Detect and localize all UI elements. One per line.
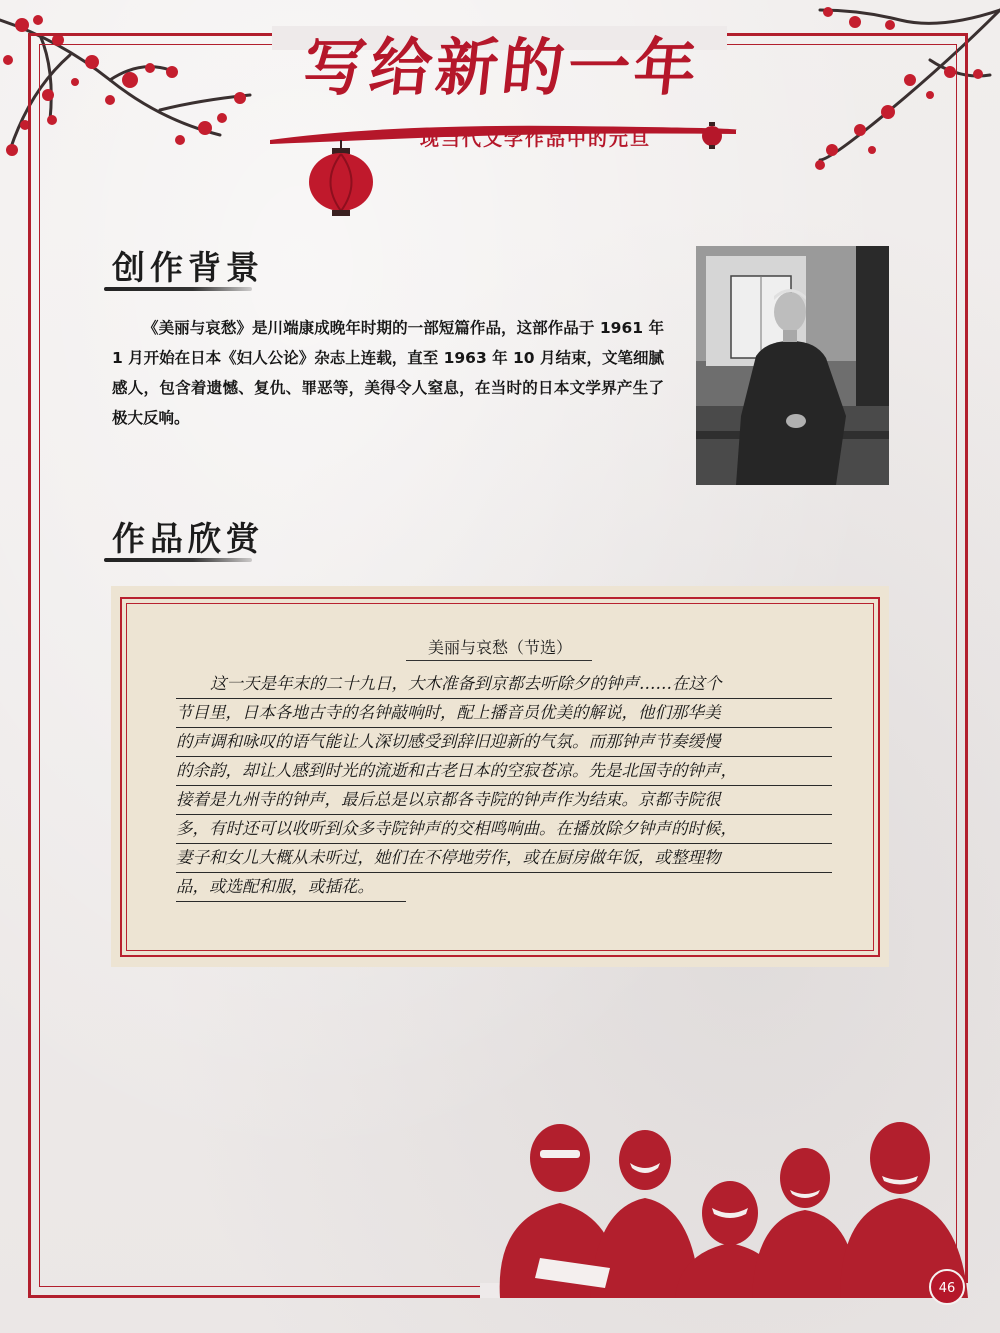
background-heading-underline <box>104 287 252 291</box>
excerpt-title-rule <box>406 660 592 661</box>
excerpt-body <box>176 670 832 902</box>
excerpt-line: 节目里，日本各地古寺的名钟敲响时，配上播音员优美的解说，他们那华美 <box>176 699 832 728</box>
excerpt-line: 品，或选配和服，或插花。 <box>176 873 406 902</box>
page-title: 写给新的一年 <box>300 31 704 104</box>
red-lantern-icon <box>300 140 382 220</box>
page-number: 46 <box>929 1269 965 1305</box>
excerpt-line: 接着是九州寺的钟声，最后总是以京都各寺院的钟声作为结束。京都寺院很 <box>176 786 832 815</box>
small-lantern-icon <box>700 122 724 150</box>
excerpt-line: 妻子和女儿大概从未听过，她们在不停地劳作，或在厨房做年饭，或整理物 <box>176 844 832 873</box>
excerpt-line: 这一天是年末的二十九日，大木准备到京都去听除夕的钟声……在这个 <box>176 670 832 699</box>
excerpt-line: 的余韵，却让人感到时光的流逝和古老日本的空寂苍凉。先是北国寺的钟声， <box>176 757 832 786</box>
writers-portrait-illustration <box>480 1118 968 1298</box>
page-subtitle: 现当代文学作品中的元旦 <box>420 128 652 150</box>
appreciation-heading: 作品欣赏 <box>112 519 264 558</box>
excerpt-title: 美丽与哀愁（节选） <box>427 638 572 657</box>
background-paragraph: 《美丽与哀愁》是川端康成晚年时期的一部短篇作品，这部作品于 1961 年 1 月开始在日本《妇人公论》杂志上连载，直至 1963 年 10 月结束，文笔细腻感人，包含着遗憾、复仇、罪恶等，美得令人窒息，在当时的日本文学界产生了极大反响。 <box>112 319 664 427</box>
appreciation-heading-underline <box>104 558 252 562</box>
excerpt-line: 多，有时还可以收听到众多寺院钟声的交相鸣响曲。在播放除夕钟声的时候， <box>176 815 832 844</box>
author-photo <box>696 246 889 485</box>
excerpt-line: 的声调和咏叹的语气能让人深切感受到辞旧迎新的气氛。而那钟声节奏缓慢 <box>176 728 832 757</box>
background-heading: 创作背景 <box>112 248 264 287</box>
